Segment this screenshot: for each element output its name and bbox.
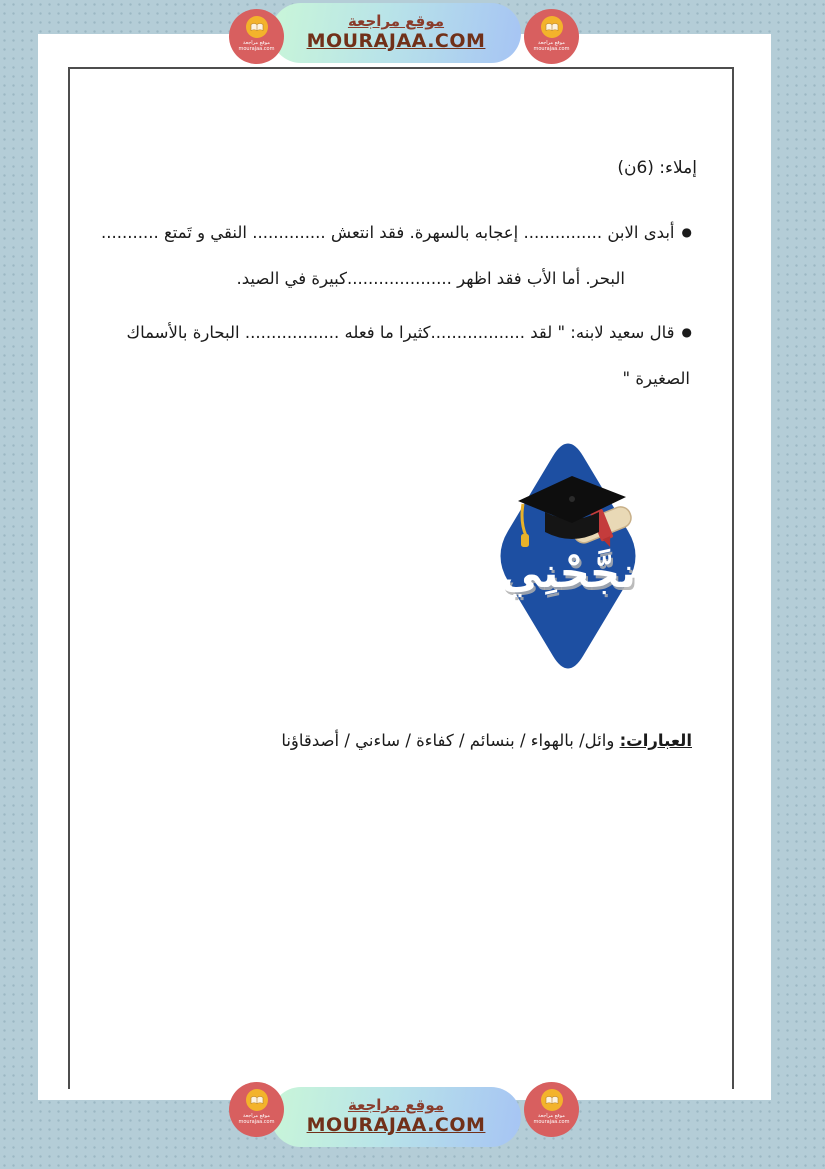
open-book-icon (541, 16, 563, 38)
bullet-line (126, 323, 692, 342)
bullet-1-text-line-2: البحر. أما الأب فقد اظهر ....................كبيرة في الصيد. (236, 269, 625, 288)
bullet-2-text-line-2: الصغيرة " (622, 369, 690, 388)
bullet-line (101, 223, 692, 242)
open-book-icon (541, 1089, 563, 1111)
badge-site-url: mourajaa.com (533, 1118, 570, 1125)
site-name-arabic: موقع مراجعة (347, 12, 445, 31)
site-name-arabic: موقع مراجعة (347, 1096, 445, 1115)
bullet-icon: ● (681, 325, 692, 339)
logo-wordmark: نجَّحْنِي (500, 548, 636, 597)
section-title: إملاء: (6ن) (617, 158, 697, 178)
mourajaa-badge (229, 1082, 284, 1137)
badge-site-url: mourajaa.com (238, 1118, 275, 1125)
site-url-link[interactable]: MOURAJAA.COM (306, 30, 486, 53)
phrases-label: العبارات: (619, 731, 692, 750)
badge-site-url: mourajaa.com (533, 45, 570, 52)
badge-site-name: موقع مراجعة (243, 40, 270, 46)
badge-site-name: موقع مراجعة (538, 40, 565, 46)
bullet-2-text-line-1: قال سعيد لابنه: " لقد ..................كثيرا ما فعله .................. البحارة بالأسماك (126, 323, 675, 342)
mourajaa-badge (229, 9, 284, 64)
bullet-icon: ● (681, 225, 692, 239)
site-url-link[interactable]: MOURAJAA.COM (306, 1114, 486, 1137)
badge-site-name: موقع مراجعة (243, 1113, 270, 1119)
footer-banner (271, 1087, 521, 1147)
phrases-line (281, 731, 692, 750)
mourajaa-badge (524, 9, 579, 64)
bullet-1-text-line-1: أبدى الابن ............... إعجابه بالسهرة. فقد انتعش .............. النقي و تَمتع ........... (101, 223, 675, 242)
mourajaa-badge (524, 1082, 579, 1137)
open-book-icon (246, 16, 268, 38)
badge-site-name: موقع مراجعة (538, 1113, 565, 1119)
open-book-icon (246, 1089, 268, 1111)
phrases-text: وائل/ بالهواء / بنسائم / كفاءة / ساءني / أصدقاؤنا (281, 731, 620, 750)
header-banner (271, 3, 521, 63)
badge-site-url: mourajaa.com (238, 45, 275, 52)
najjahni-logo (488, 430, 648, 682)
